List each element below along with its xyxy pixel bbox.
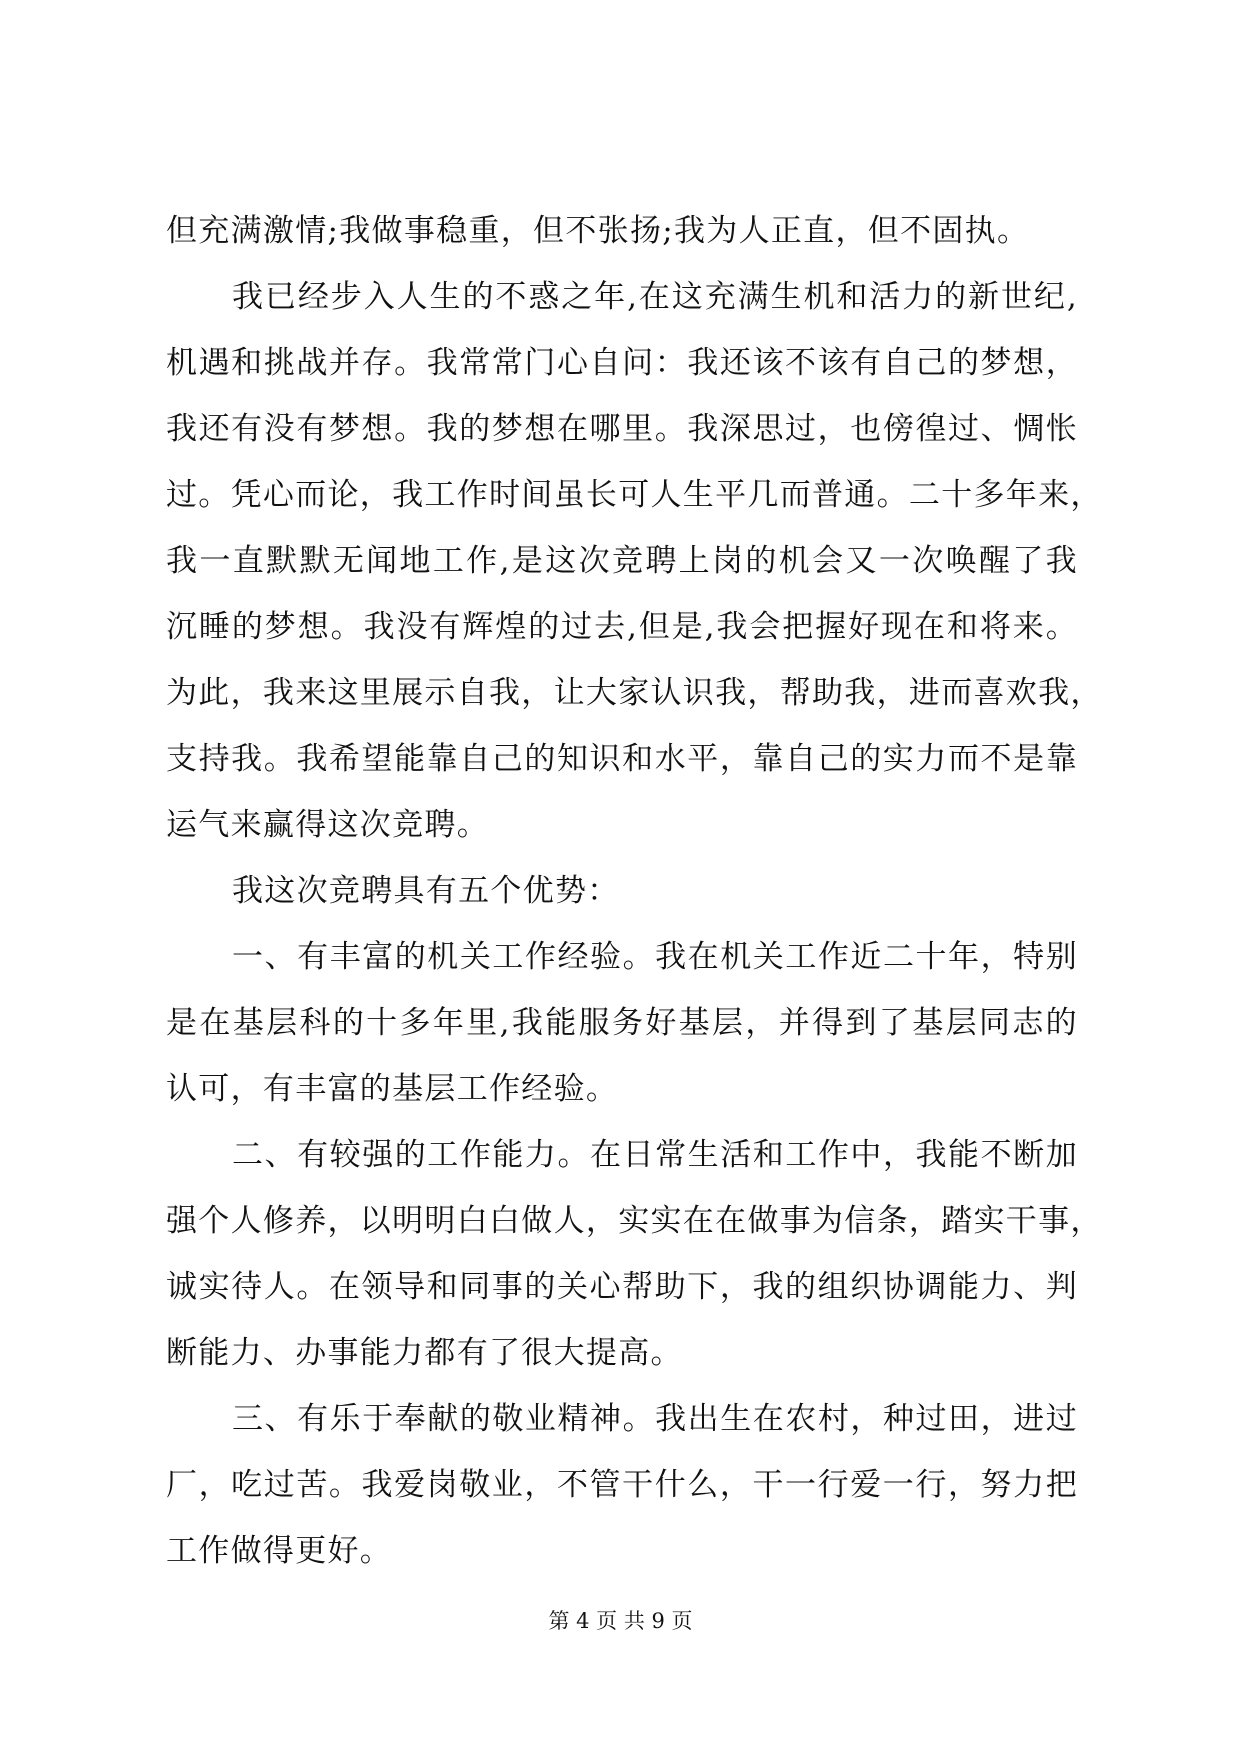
text-line: 运气来赢得这次竞聘。 xyxy=(166,807,489,843)
text-line: 我还有没有梦想。我的梦想在哪里。我深思过，也傍徨过、惆怅 xyxy=(166,411,1078,447)
text-line: 沉睡的梦想。我没有辉煌的过去,但是,我会把握好现在和将来。 xyxy=(166,609,1078,645)
text-line: 机遇和挑战并存。我常常门心自问：我还该不该有自己的梦想， xyxy=(166,345,1078,381)
text-line: 强个人修养，以明明白白做人，实实在在做事为信条，踏实干事， xyxy=(166,1203,1103,1239)
text-line: 支持我。我希望能靠自己的知识和水平，靠自己的实力而不是靠 xyxy=(166,741,1078,777)
text-line: 为此，我来这里展示自我，让大家认识我，帮助我，进而喜欢我， xyxy=(166,675,1103,711)
text-line: 断能力、办事能力都有了很大提高。 xyxy=(166,1335,683,1371)
text-line: 认可，有丰富的基层工作经验。 xyxy=(166,1071,619,1107)
text-line: 二、有较强的工作能力。在日常生活和工作中，我能不断加 xyxy=(232,1137,1078,1173)
text-line: 工作做得更好。 xyxy=(166,1533,393,1569)
text-line: 我这次竞聘具有五个优势： xyxy=(232,873,620,909)
page-footer: 第 4 页 共 9 页 xyxy=(548,1609,693,1633)
text-line: 厂，吃过苦。我爱岗敬业，不管干什么，干一行爱一行，努力把 xyxy=(166,1467,1078,1503)
text-line: 三、有乐于奉献的敬业精神。我出生在农村，种过田，进过 xyxy=(232,1401,1078,1437)
text-line: 诚实待人。在领导和同事的关心帮助下，我的组织协调能力、判 xyxy=(166,1269,1078,1305)
text-line: 我一直默默无闻地工作,是这次竞聘上岗的机会又一次唤醒了我 xyxy=(166,543,1078,579)
document-body xyxy=(166,198,1103,1584)
text-line: 我已经步入人生的不惑之年,在这充满生机和活力的新世纪, xyxy=(232,279,1078,315)
text-line: 过。凭心而论，我工作时间虽长可人生平几而普通。二十多年来， xyxy=(166,477,1103,513)
text-line: 是在基层科的十多年里,我能服务好基层，并得到了基层同志的 xyxy=(166,1005,1078,1041)
text-line: 一、有丰富的机关工作经验。我在机关工作近二十年，特别 xyxy=(232,939,1078,975)
text-line: 但充满激情;我做事稳重，但不张扬;我为人正直，但不固执。 xyxy=(166,213,1030,249)
